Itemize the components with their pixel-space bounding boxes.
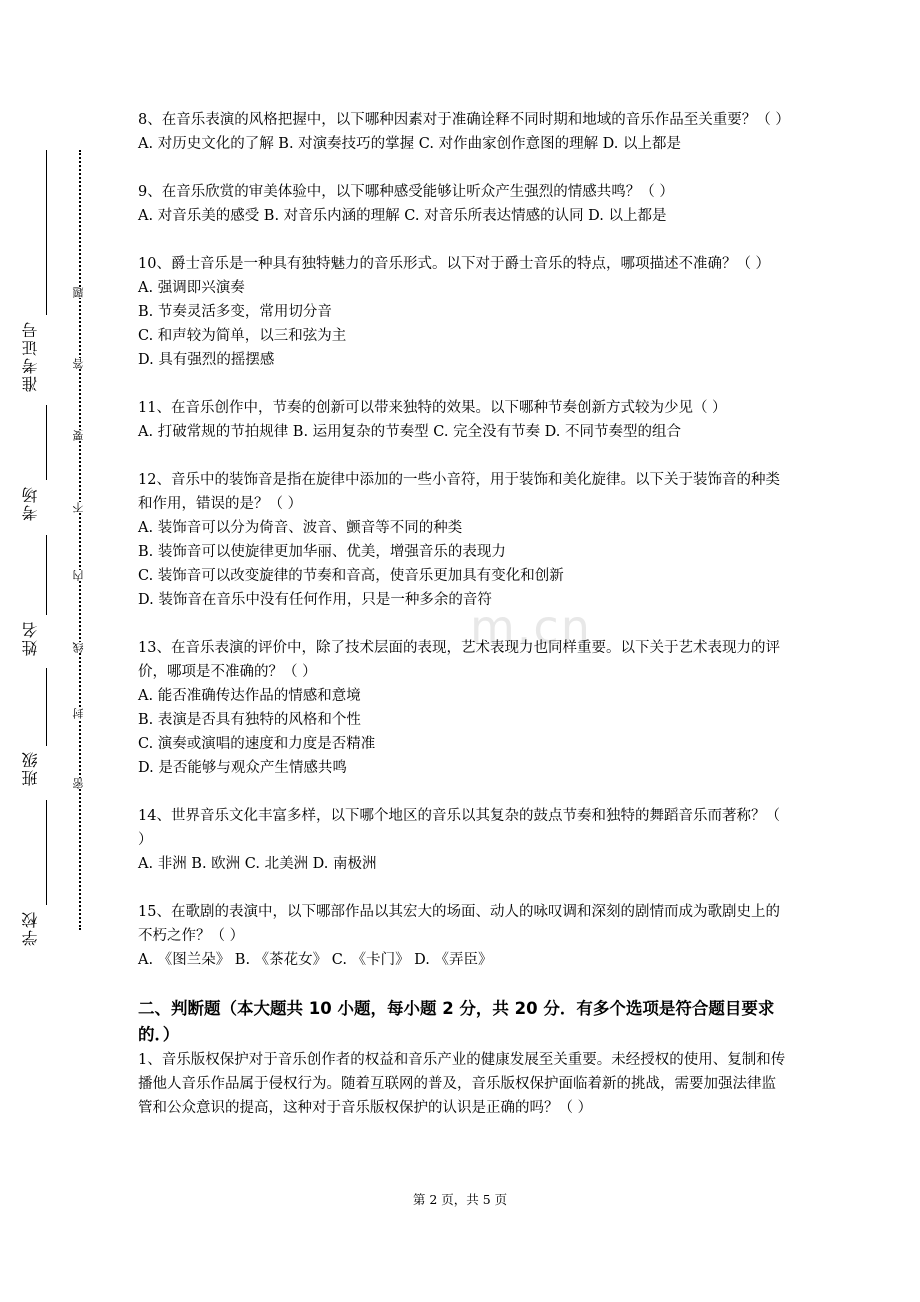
option-c: C. 演奏或演唱的速度和力度是否精准	[138, 736, 376, 752]
section-title: 二、判断题（本大题共 10 小题，每小题 2 分，共 20 分．有多个选项是符合题目要求的．）	[138, 999, 775, 1044]
field-exam-room	[14, 485, 48, 521]
field-class	[14, 750, 48, 786]
option-d: D. 是否能够与观众产生情感共鸣	[138, 760, 347, 776]
option-c: C. 和声较为简单，以三和弦为主	[138, 328, 347, 344]
question-12	[138, 468, 790, 612]
exam-number-blank	[46, 150, 47, 315]
option-c: C. 装饰音可以改变旋律的节奏和音高，使音乐更加具有变化和创新	[138, 568, 564, 584]
question-8	[138, 108, 790, 156]
field-exam-number-label: 准考证号	[21, 320, 40, 392]
field-name	[14, 620, 48, 656]
school-blank	[46, 800, 47, 905]
question-stem: 8、在音乐表演的风格把握中，以下哪种因素对于准确诠释不同时期和地域的音乐作品至关重要？（ ）	[138, 112, 790, 128]
exam-room-blank	[46, 405, 47, 480]
field-name-label: 姓名	[21, 620, 40, 656]
question-options: A. 非洲 B. 欧洲 C. 北美洲 D. 南极洲	[138, 856, 377, 872]
question-11	[138, 396, 790, 444]
page-number: 第 2 页，共 5 页	[412, 1192, 508, 1207]
field-exam-room-label: 考场	[21, 485, 40, 521]
field-exam-number	[14, 320, 48, 392]
seal-char: 密	[72, 778, 88, 789]
option-a: A. 能否准确传达作品的情感和意境	[138, 688, 361, 704]
watermark: m.cn	[470, 600, 592, 654]
question-13	[138, 636, 790, 780]
name-blank	[46, 535, 47, 615]
option-b: B. 表演是否具有独特的风格和个性	[138, 712, 361, 728]
option-b: B. 节奏灵活多变，常用切分音	[138, 304, 332, 320]
field-school	[14, 910, 48, 946]
seal-char: 不	[72, 502, 88, 513]
option-d: D. 装饰音在音乐中没有任何作用，只是一种多余的音符	[138, 592, 492, 608]
question-stem: 10、爵士音乐是一种具有独特魅力的音乐形式。以下对于爵士音乐的特点，哪项描述不准确？（ ）	[138, 256, 771, 272]
seal-char: 要	[72, 430, 88, 441]
seal-char: 内	[72, 570, 88, 581]
question-options: A. 对音乐美的感受 B. 对音乐内涵的理解 C. 对音乐所表达情感的认同 D. 以上都是	[138, 208, 667, 224]
question-options: A. 打破常规的节拍规律 B. 运用复杂的节奏型 C. 完全没有节奏 D. 不同节奏型的组合	[138, 424, 682, 440]
question-10	[138, 252, 790, 372]
option-a: A. 强调即兴演奏	[138, 280, 245, 296]
question-9	[138, 180, 790, 228]
field-class-label: 班级	[21, 750, 40, 786]
question-stem: 13、在音乐表演的评价中，除了技术层面的表现，艺术表现力也同样重要。以下关于艺术表现力的评价，哪项是不准确的？（ ）	[138, 640, 780, 680]
seal-dotted-line	[79, 150, 81, 930]
question-stem: 12、音乐中的装饰音是指在旋律中添加的一些小音符，用于装饰和美化旋律。以下关于装饰音的种类和作用，错误的是？（ ）	[138, 472, 780, 512]
class-blank	[46, 668, 47, 746]
seal-char: 封	[72, 708, 88, 719]
seal-char: 线	[72, 642, 88, 653]
question-stem: 14、世界音乐文化丰富多样，以下哪个地区的音乐以其复杂的鼓点节奏和独特的舞蹈音乐而著称？（ ）	[138, 808, 780, 848]
option-a: A. 装饰音可以分为倚音、波音、颤音等不同的种类	[138, 520, 463, 536]
question-options: A. 《图兰朵》 B. 《茶花女》 C. 《卡门》 D. 《弄臣》	[138, 952, 493, 968]
option-d: D. 具有强烈的摇摆感	[138, 352, 275, 368]
question-options: A. 对历史文化的了解 B. 对演奏技巧的掌握 C. 对作曲家创作意图的理解 D. 以上都是	[138, 136, 682, 152]
question-15	[138, 900, 790, 972]
question-stem: 9、在音乐欣赏的审美体验中，以下哪种感受能够让听众产生强烈的情感共鸣？（ ）	[138, 184, 674, 200]
seal-char: 答	[72, 358, 88, 369]
judgment-question-1: 1、音乐版权保护对于音乐创作者的权益和音乐产业的健康发展至关重要。未经授权的使用、复制和传播他人音乐作品属于侵权行为。随着互联网的普及，音乐版权保护面临着新的挑战，需要加强法律监管和公众意识的提高，这种对于音乐版权保护的认识是正确的吗？（ ）	[138, 1052, 786, 1116]
seal-char: 题	[72, 287, 88, 298]
question-stem: 11、在音乐创作中，节奏的创新可以带来独特的效果。以下哪种节奏创新方式较为少见（ ）	[138, 400, 727, 416]
question-stem: 15、在歌剧的表演中，以下哪部作品以其宏大的场面、动人的咏叹调和深刻的剧情而成为歌剧史上的不朽之作？（ ）	[138, 904, 780, 944]
option-b: B. 装饰音可以使旋律更加华丽、优美，增强音乐的表现力	[138, 544, 506, 560]
exam-content	[138, 108, 790, 1120]
binding-margin	[14, 150, 84, 960]
question-14	[138, 804, 790, 876]
field-school-label: 学校	[21, 910, 40, 946]
